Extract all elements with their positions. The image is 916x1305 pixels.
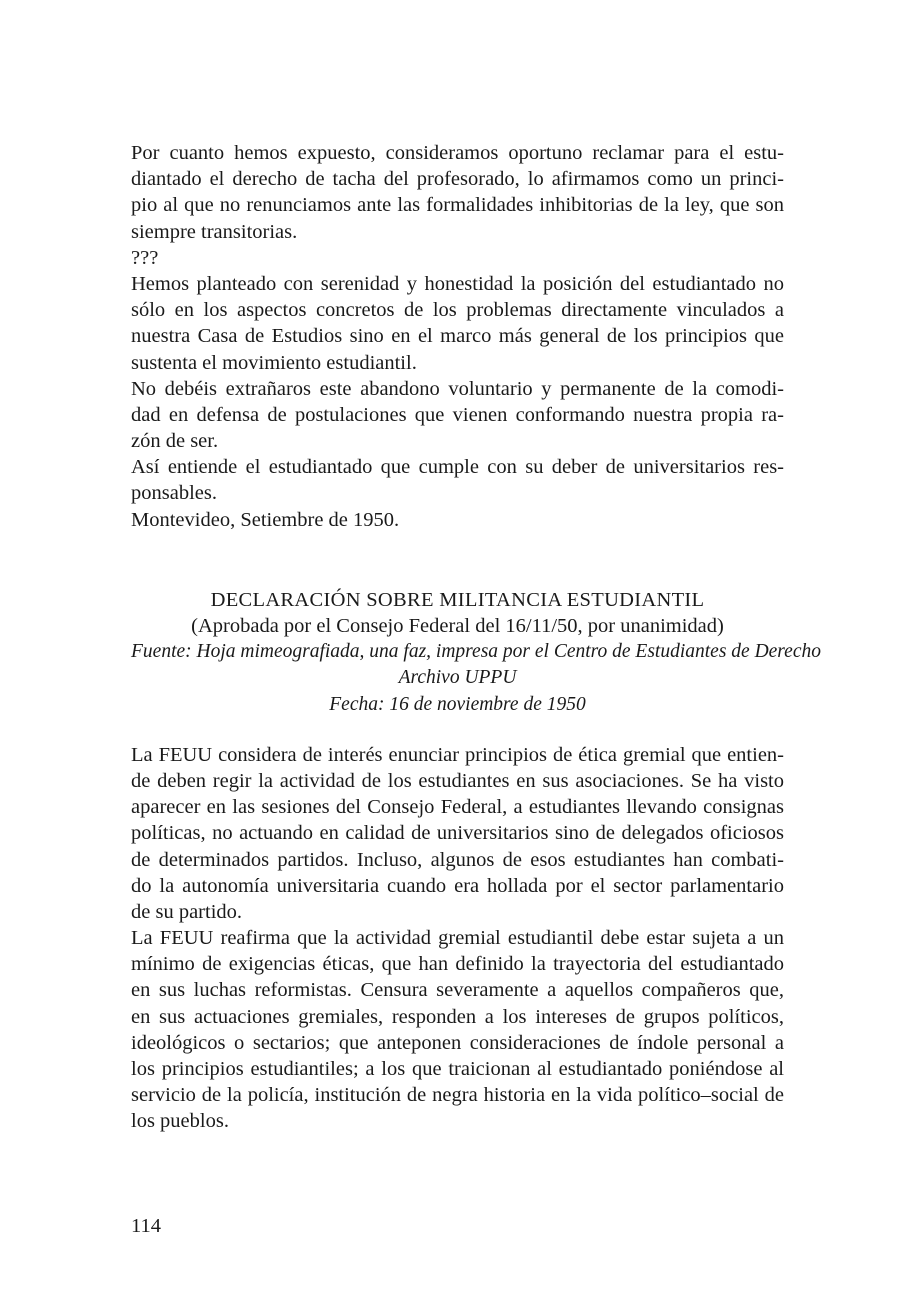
- intro-text-line: ???: [131, 246, 159, 269]
- intro-text-line: Por cuanto hemos expuesto, consideramos oportuno reclamar para el estu-: [131, 142, 784, 164]
- body-text-line: en sus actuaciones gremiales, responden a los intereses de grupos políticos,: [131, 1005, 784, 1028]
- body-text-line: los pueblos.: [131, 1110, 229, 1133]
- intro-text-line: ponsables.: [131, 482, 217, 505]
- page-number: 114: [131, 1215, 161, 1237]
- declaration-source: Fuente: Hoja mimeografiada, una faz, impresa por el Centro de Estudiantes de Derecho: [131, 641, 821, 663]
- intro-text-line: siempre transitorias.: [131, 220, 298, 243]
- intro-text-line: zón de ser.: [131, 430, 219, 453]
- intro-text-line: nuestra Casa de Estudios sino en el marco más general de los principios que: [131, 325, 784, 348]
- declaration-heading: [131, 587, 821, 718]
- intro-text-line: Así entiende el estudiantado que cumple con su deber de universitarios res-: [131, 456, 784, 479]
- body-text-line: en sus luchas reformistas. Censura severamente a aquellos compañeros que,: [131, 979, 784, 1002]
- body-text-line: aparecer en las sesiones del Consejo Federal, a estudiantes llevando consignas: [131, 796, 784, 819]
- declaration-archive: Archivo UPPU: [398, 667, 517, 689]
- declaration-subtitle: (Aprobada por el Consejo Federal del 16/11/50, por unanimidad): [191, 615, 724, 637]
- body-text-line: La FEUU reafirma que la actividad gremial estudiantil debe estar sujeta a un: [131, 927, 784, 950]
- declaration-title: DECLARACIÓN SOBRE MILITANCIA ESTUDIANTIL: [210, 588, 705, 611]
- body-text-line: de su partido.: [131, 900, 243, 923]
- body-text-line: políticas, no actuando en calidad de universitarios sino de delegados oficiosos: [131, 822, 784, 845]
- page-content: [131, 140, 821, 1135]
- intro-text-line: sólo en los aspectos concretos de los problemas directamente vinculados a: [131, 299, 784, 322]
- intro-text-line: Montevideo, Setiembre de 1950.: [131, 508, 400, 531]
- intro-text-line: No debéis extrañaros este abandono voluntario y permanente de la comodi-: [131, 377, 784, 400]
- body-text-line: do la autonomía universitaria cuando era hollada por el sector parlamentario: [131, 874, 784, 897]
- intro-text-line: sustenta el movimiento estudiantil.: [131, 351, 417, 374]
- body-text-line: ideológicos o sectarios; que anteponen consideraciones de índole personal a: [131, 1031, 784, 1054]
- declaration-date: Fecha: 16 de noviembre de 1950: [329, 693, 586, 715]
- body-text-line: los principios estudiantiles; a los que traicionan al estudiantado poniéndose al: [131, 1058, 784, 1080]
- declaration-body: [131, 742, 784, 1135]
- intro-text-line: Hemos planteado con serenidad y honestidad la posición del estudiantado no: [131, 272, 784, 295]
- intro-text-line: pio al que no renunciamos ante las formalidades inhibitorias de la ley, que son: [131, 194, 784, 217]
- body-text-line: La FEUU considera de interés enunciar principios de ética gremial que entien-: [131, 743, 784, 766]
- body-text-line: mínimo de exigencias éticas, que han definido la trayectoria del estudiantado: [131, 953, 784, 976]
- body-text-line: servicio de la policía, institución de negra historia en la vida político–social de: [131, 1084, 784, 1107]
- intro-text-line: diantado el derecho de tacha del profesorado, lo afirmamos como un princi-: [131, 168, 784, 191]
- body-text-line: de determinados partidos. Incluso, algunos de esos estudiantes han combati-: [131, 848, 784, 871]
- intro-paragraphs: [131, 140, 784, 533]
- intro-text-line: dad en defensa de postulaciones que vienen conformando nuestra propia ra-: [131, 403, 784, 426]
- body-text-line: de deben regir la actividad de los estudiantes en sus asociaciones. Se ha visto: [131, 769, 784, 792]
